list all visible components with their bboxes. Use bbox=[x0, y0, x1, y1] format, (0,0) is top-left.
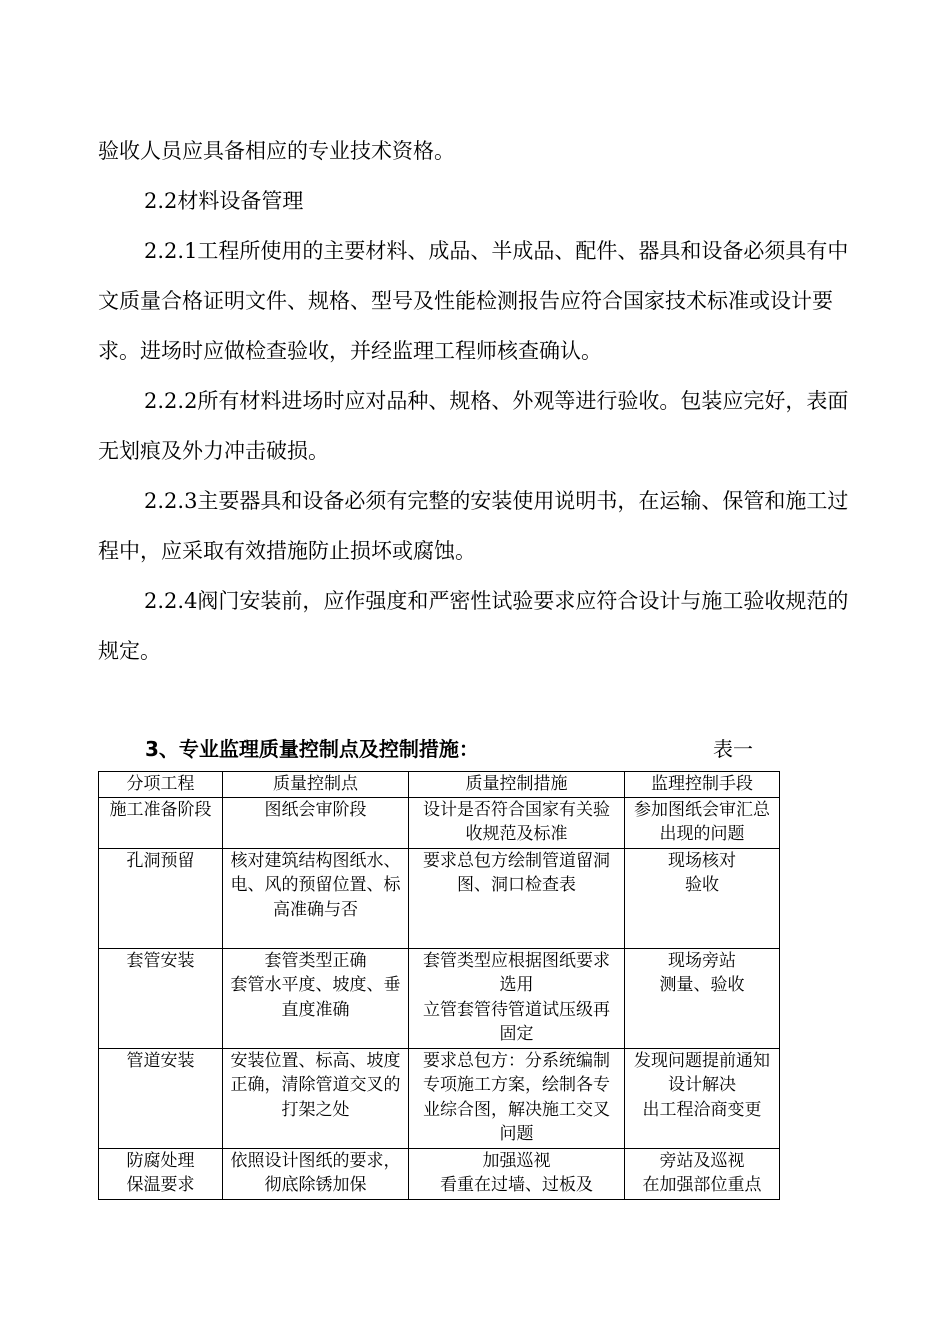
header-control-point: 质量控制点 bbox=[223, 772, 409, 798]
table-cell: 参加图纸会审汇总出现的问题 bbox=[625, 797, 780, 848]
table-header-row bbox=[99, 772, 780, 798]
table-cell: 加强巡视 看重在过墙、过板及 bbox=[409, 1148, 625, 1199]
table-cell: 管道安装 bbox=[99, 1048, 223, 1148]
heading-materials-management: 2.2材料设备管理 bbox=[144, 189, 304, 213]
table-cell: 防腐处理 保温要求 bbox=[99, 1148, 223, 1199]
paragraph-2-2-3: 2.2.3主要器具和设备必须有完整的安装使用说明书，在运输、保管和施工过程中，应采取有效措施防止损坏或腐蚀。 bbox=[98, 489, 849, 563]
table-cell: 套管安装 bbox=[99, 948, 223, 1048]
table-row bbox=[99, 1048, 780, 1148]
table-cell: 现场旁站 测量、验收 bbox=[625, 948, 780, 1048]
table-cell: 旁站及巡视 在加强部位重点 bbox=[625, 1148, 780, 1199]
table-cell: 设计是否符合国家有关验收规范及标准 bbox=[409, 797, 625, 848]
paragraph-qualification: 验收人员应具备相应的专业技术资格。 bbox=[98, 139, 455, 163]
table-row bbox=[99, 848, 780, 948]
paragraph-2-2-2: 2.2.2所有材料进场时应对品种、规格、外观等进行验收。包装应完好，表面无划痕及外力冲击破损。 bbox=[98, 389, 849, 463]
table-row bbox=[99, 1148, 780, 1199]
table-cell: 套管类型应根据图纸要求选用 立管套管待管道试压级再固定 bbox=[409, 948, 625, 1048]
table-cell: 孔洞预留 bbox=[99, 848, 223, 948]
table-cell: 要求总包方：分系统编制专项施工方案，绘制各专业综合图，解决施工交叉问题 bbox=[409, 1048, 625, 1148]
header-control-measure: 质量控制措施 bbox=[409, 772, 625, 798]
table-cell: 安装位置、标高、坡度正确，清除管道交叉的打架之处 bbox=[223, 1048, 409, 1148]
table-cell: 核对建筑结构图纸水、电、风的预留位置、标高准确与否 bbox=[223, 848, 409, 948]
paragraph-2-2-1: 2.2.1工程所使用的主要材料、成品、半成品、配件、器具和设备必须具有中文质量合格证明文件、规格、型号及性能检测报告应符合国家技术标准或设计要求。进场时应做检查验收，并经监理工程师核查确认。 bbox=[98, 239, 849, 363]
table-row bbox=[99, 797, 780, 848]
header-subitem: 分项工程 bbox=[99, 772, 223, 798]
table-cell: 要求总包方绘制管道留洞图、洞口检查表 bbox=[409, 848, 625, 948]
table-cell: 套管类型正确 套管水平度、坡度、垂直度准确 bbox=[223, 948, 409, 1048]
table-tag: 表一 bbox=[713, 737, 753, 761]
table-cell: 施工准备阶段 bbox=[99, 797, 223, 848]
table-cell: 图纸会审阶段 bbox=[223, 797, 409, 848]
paragraph-2-2-4: 2.2.4阀门安装前，应作强度和严密性试验要求应符合设计与施工验收规范的规定。 bbox=[98, 589, 849, 663]
table-row bbox=[99, 948, 780, 1048]
table-cell: 依照设计图纸的要求，彻底除锈加保 bbox=[223, 1148, 409, 1199]
header-supervision-means: 监理控制手段 bbox=[625, 772, 780, 798]
quality-control-table bbox=[98, 771, 780, 1200]
section-title: 3、专业监理质量控制点及控制措施： bbox=[145, 737, 479, 761]
table-cell: 现场核对 验收 bbox=[625, 848, 780, 948]
table-cell: 发现问题提前通知设计解决 出工程洽商变更 bbox=[625, 1048, 780, 1148]
